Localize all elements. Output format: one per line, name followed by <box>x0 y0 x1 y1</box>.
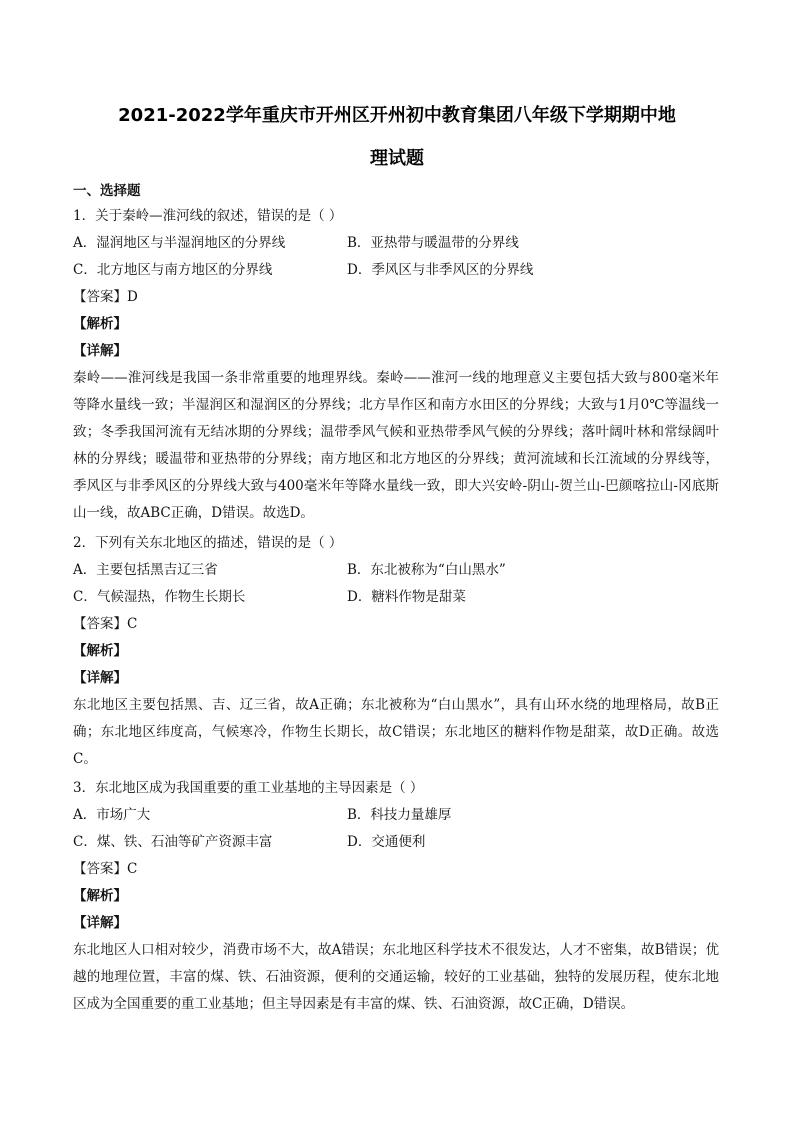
question-1-option-b: B．亚热带与暖温带的分界线 <box>347 235 519 251</box>
question-3-option-c: C．煤、铁、石油等矿产资源丰富 <box>73 834 273 850</box>
question-1-detail-text: 秦岭——淮河线是我国一条非常重要的地理界线。秦岭——淮河一线的地理意义主要包括大致与800毫米年等降水量线一致；半湿润区和湿润区的分界线；北方旱作区和南方水田区的分界线；大致与1月0℃等温线一致；冬季我国河流有无结冰期的分界线；温带季风气候和亚热带季风气候的分界线；落叶阔叶林和常绿阔叶林的分界线；暖温带和亚热带的分界线；南方地区和北方地区的分界线；黄河流域和长江流域的分界线等，季风区与非季风区的分界线大致与400毫米年等降水量线一致，即大兴安岭-阴山-贺兰山-巴颜喀拉山-冈底斯山一线，故ABC正确，D错误。故选D。 <box>73 370 719 521</box>
question-2-detail-text: 东北地区主要包括黑、吉、辽三省，故A正确；东北被称为“白山黑水”，具有山环水绕的地理格局，故B正确；东北地区纬度高，气候寒冷，作物生长期长，故C错误；东北地区的糖料作物是甜菜，故D正确。故选C。 <box>73 697 719 767</box>
question-1-option-a: A．湿润地区与半湿润地区的分界线 <box>73 235 286 251</box>
question-2-option-a: A．主要包括黑吉辽三省 <box>73 562 218 578</box>
question-2-option-d: D．糖料作物是甜菜 <box>347 589 466 605</box>
question-3-option-d: D．交通便利 <box>347 834 426 850</box>
question-2-detail-label: 【详解】 <box>73 670 127 686</box>
question-1-stem: 1．关于秦岭—淮河线的叙述，错误的是（ ） <box>73 208 343 224</box>
question-3-detail-label: 【详解】 <box>73 915 127 931</box>
question-2-stem: 2．下列有关东北地区的描述，错误的是（ ） <box>73 535 343 551</box>
question-2-option-b: B．东北被称为“白山黑水” <box>347 562 506 578</box>
question-2-answer: 【答案】C <box>73 616 138 632</box>
question-3-analysis-label: 【解析】 <box>73 888 127 904</box>
question-1-answer: 【答案】D <box>73 289 138 305</box>
question-3-option-b: B．科技力量雄厚 <box>347 807 452 823</box>
question-1-option-c: C．北方地区与南方地区的分界线 <box>73 262 273 278</box>
question-1-analysis-label: 【解析】 <box>73 316 127 332</box>
question-2-analysis-label: 【解析】 <box>73 643 127 659</box>
question-1-option-d: D．季风区与非季风区的分界线 <box>347 262 534 278</box>
question-3-option-a: A．市场广大 <box>73 807 151 823</box>
question-3-detail-text: 东北地区人口相对较少，消费市场不大，故A错误；东北地区科学技术不很发达，人才不密集，故B错误；优越的地理位置，丰富的煤、铁、石油资源，便利的交通运输，较好的工业基础，独特的发展历程，使东北地区成为全国重要的重工业基地；但主导因素是有丰富的煤、铁、石油资源，故C正确，D错误。 <box>73 942 719 1012</box>
question-3-stem: 3．东北地区成为我国重要的重工业基地的主导因素是（ ） <box>73 780 424 796</box>
document-title-line-1: 2021-2022学年重庆市开州区开州初中教育集团八年级下学期期中地 <box>118 105 676 126</box>
section-heading: 一、选择题 <box>73 183 141 199</box>
question-2-option-c: C．气候湿热，作物生长期长 <box>73 589 246 605</box>
question-3-answer: 【答案】C <box>73 861 138 877</box>
document-title-line-2: 理试题 <box>370 148 424 169</box>
question-1-detail-label: 【详解】 <box>73 343 127 359</box>
